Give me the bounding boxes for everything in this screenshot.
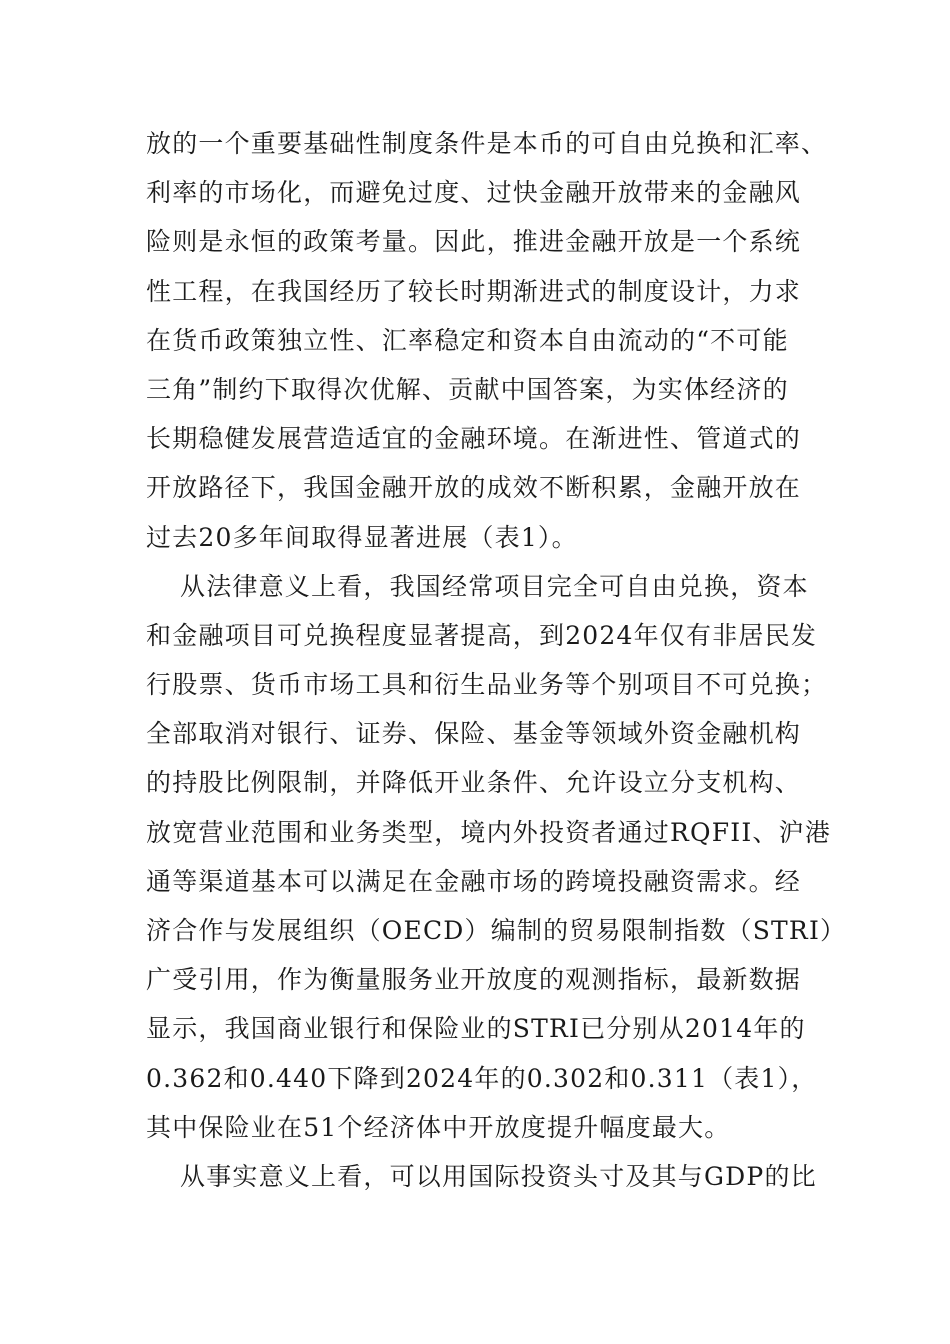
text-line: 0.362和0.440下降到2024年的0.302和0.311（表1）， [146, 1063, 818, 1093]
text-line: 长期稳健发展营造适宜的金融环境。在渐进性、管道式的 [146, 424, 802, 454]
text-line: 利率的市场化，而避免过度、过快金融开放带来的金融风 [146, 178, 802, 208]
text-line: 通等渠道基本可以满足在金融市场的跨境投融资需求。经 [146, 866, 802, 896]
text-line: 放宽营业范围和业务类型，境内外投资者通过RQFII、沪港 [146, 817, 832, 847]
text-line: 其中保险业在51个经济体中开放度提升幅度最大。 [146, 1112, 731, 1142]
text-line: 的持股比例限制，并降低开业条件、允许设立分支机构、 [146, 768, 802, 798]
text-line: 性工程，在我国经历了较长时期渐进式的制度设计，力求 [146, 276, 802, 306]
text-line: 过去20多年间取得显著进展（表1）。 [146, 522, 578, 552]
paragraph-start-line: 从法律意义上看，我国经常项目完全可自由兑换，资本 [180, 571, 809, 601]
text-line: 三角”制约下取得次优解、贡献中国答案，为实体经济的 [146, 374, 789, 404]
text-line: 险则是永恒的政策考量。因此，推进金融开放是一个系统 [146, 227, 802, 257]
text-line: 在货币政策独立性、汇率稳定和资本自由流动的“不可能 [146, 325, 789, 355]
text-line: 和金融项目可兑换程度显著提高，到2024年仅有非居民发 [146, 620, 818, 650]
text-line: 全部取消对银行、证券、保险、基金等领域外资金融机构 [146, 719, 802, 749]
text-line: 行股票、货币市场工具和衍生品业务等个别项目不可兑换； [146, 670, 828, 700]
text-line: 放的一个重要基础性制度条件是本币的可自由兑换和汇率、 [146, 129, 828, 158]
text-line: 广受引用，作为衡量服务业开放度的观测指标，最新数据 [146, 965, 802, 995]
text-line: 显示，我国商业银行和保险业的STRI已分别从2014年的 [146, 1014, 806, 1044]
paragraph-start-line: 从事实意义上看，可以用国际投资头寸及其与GDP的比 [180, 1161, 817, 1191]
text-line: 开放路径下，我国金融开放的成效不断积累，金融开放在 [146, 473, 802, 503]
text-line: 济合作与发展组织（OECD）编制的贸易限制指数（STRI） [146, 916, 847, 945]
body-text [146, 119, 847, 1201]
